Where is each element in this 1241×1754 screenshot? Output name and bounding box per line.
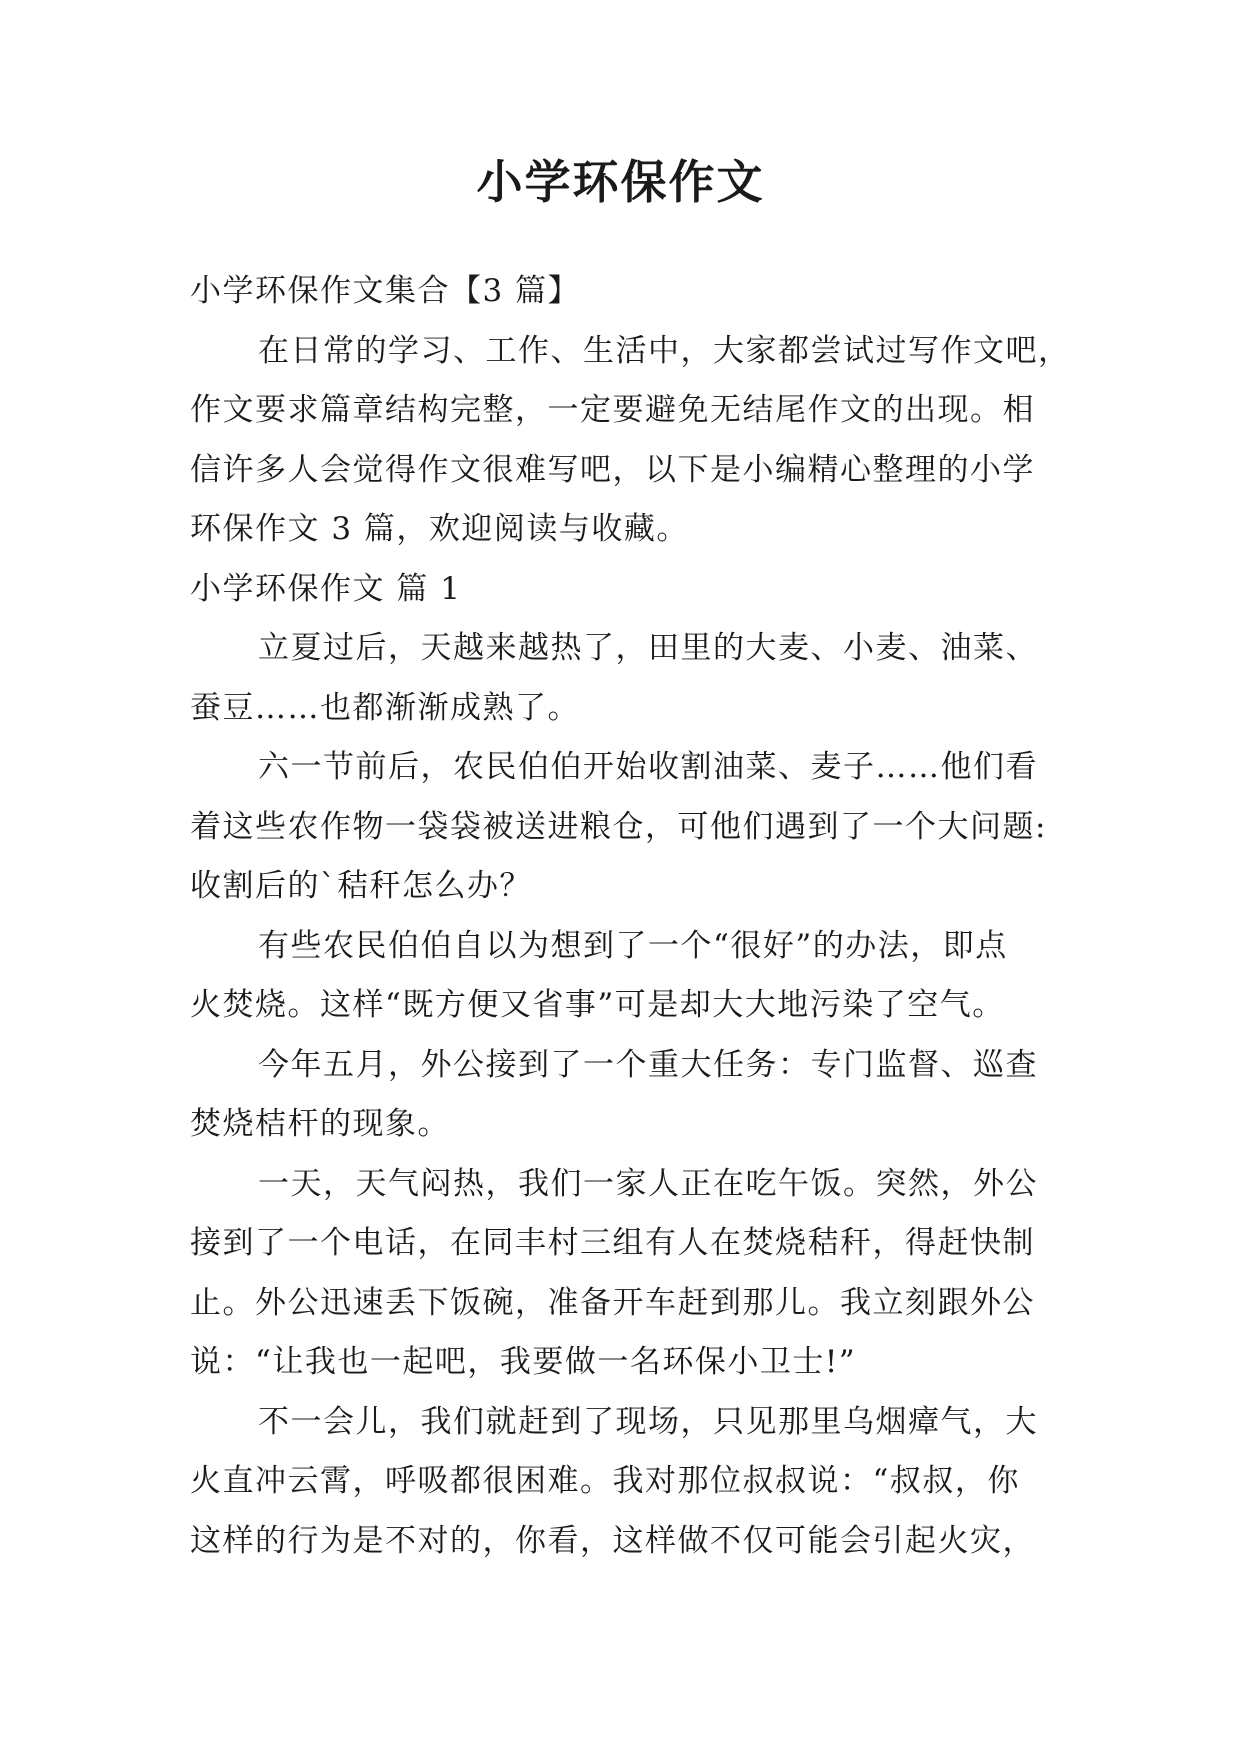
text-line: 焚烧桔杆的现象。 bbox=[190, 1106, 450, 1142]
text-line: 在日常的学习、工作、生活中，大家都尝试过写作文吧， bbox=[258, 332, 1071, 369]
text-line: 信许多人会觉得作文很难写吧，以下是小编精心整理的小学 bbox=[190, 451, 1035, 488]
text-line: 六一节前后，农民伯伯开始收割油菜、麦子……他们看 bbox=[258, 749, 1038, 785]
text-line: 作文要求篇章结构完整，一定要避免无结尾作文的出现。相 bbox=[190, 392, 1035, 428]
text-line: 着这些农作物一袋袋被送进粮仓，可他们遇到了一个大问题: bbox=[190, 808, 1047, 845]
text-line: 说：“让我也一起吧，我要做一名环保小卫士!” bbox=[190, 1344, 857, 1380]
text-line: 止。外公迅速丢下饭碗，准备开车赶到那儿。我立刻跟外公 bbox=[190, 1284, 1035, 1321]
text-line: 小学环保作文集合【3 篇】 bbox=[190, 273, 581, 309]
text-line: 立夏过后，天越来越热了，田里的大麦、小麦、油菜、 bbox=[258, 630, 1038, 666]
text-line: 不一会儿，我们就赶到了现场，只见那里乌烟瘴气，大 bbox=[258, 1403, 1038, 1440]
text-line: 今年五月，外公接到了一个重大任务：专门监督、巡查 bbox=[258, 1046, 1038, 1083]
text-line: 小学环保作文 篇 1 bbox=[190, 570, 462, 607]
text-line: 接到了一个电话，在同丰村三组有人在焚烧秸秆，得赶快制 bbox=[190, 1225, 1035, 1261]
text-line: 火直冲云霄，呼吸都很困难。我对那位叔叔说：“叔叔，你 bbox=[190, 1463, 1020, 1499]
text-line: 蚕豆……也都渐渐成熟了。 bbox=[190, 689, 580, 726]
text-line: 环保作文 3 篇，欢迎阅读与收藏。 bbox=[190, 511, 689, 547]
text-line: 一天，天气闷热，我们一家人正在吃午饭。突然，外公 bbox=[258, 1165, 1038, 1202]
document-title: 小学环保作文 bbox=[476, 155, 765, 209]
text-line: 收割后的`秸秆怎么办？ bbox=[190, 868, 532, 904]
text-line: 有些农民伯伯自以为想到了一个“很好”的办法，即点 bbox=[258, 927, 1008, 964]
text-line: 这样的行为是不对的，你看，这样做不仅可能会引起火灾， bbox=[190, 1522, 1035, 1559]
document-body bbox=[190, 262, 1071, 1571]
text-line: 火焚烧。这样“既方便又省事”可是却大大地污染了空气。 bbox=[190, 987, 1005, 1023]
